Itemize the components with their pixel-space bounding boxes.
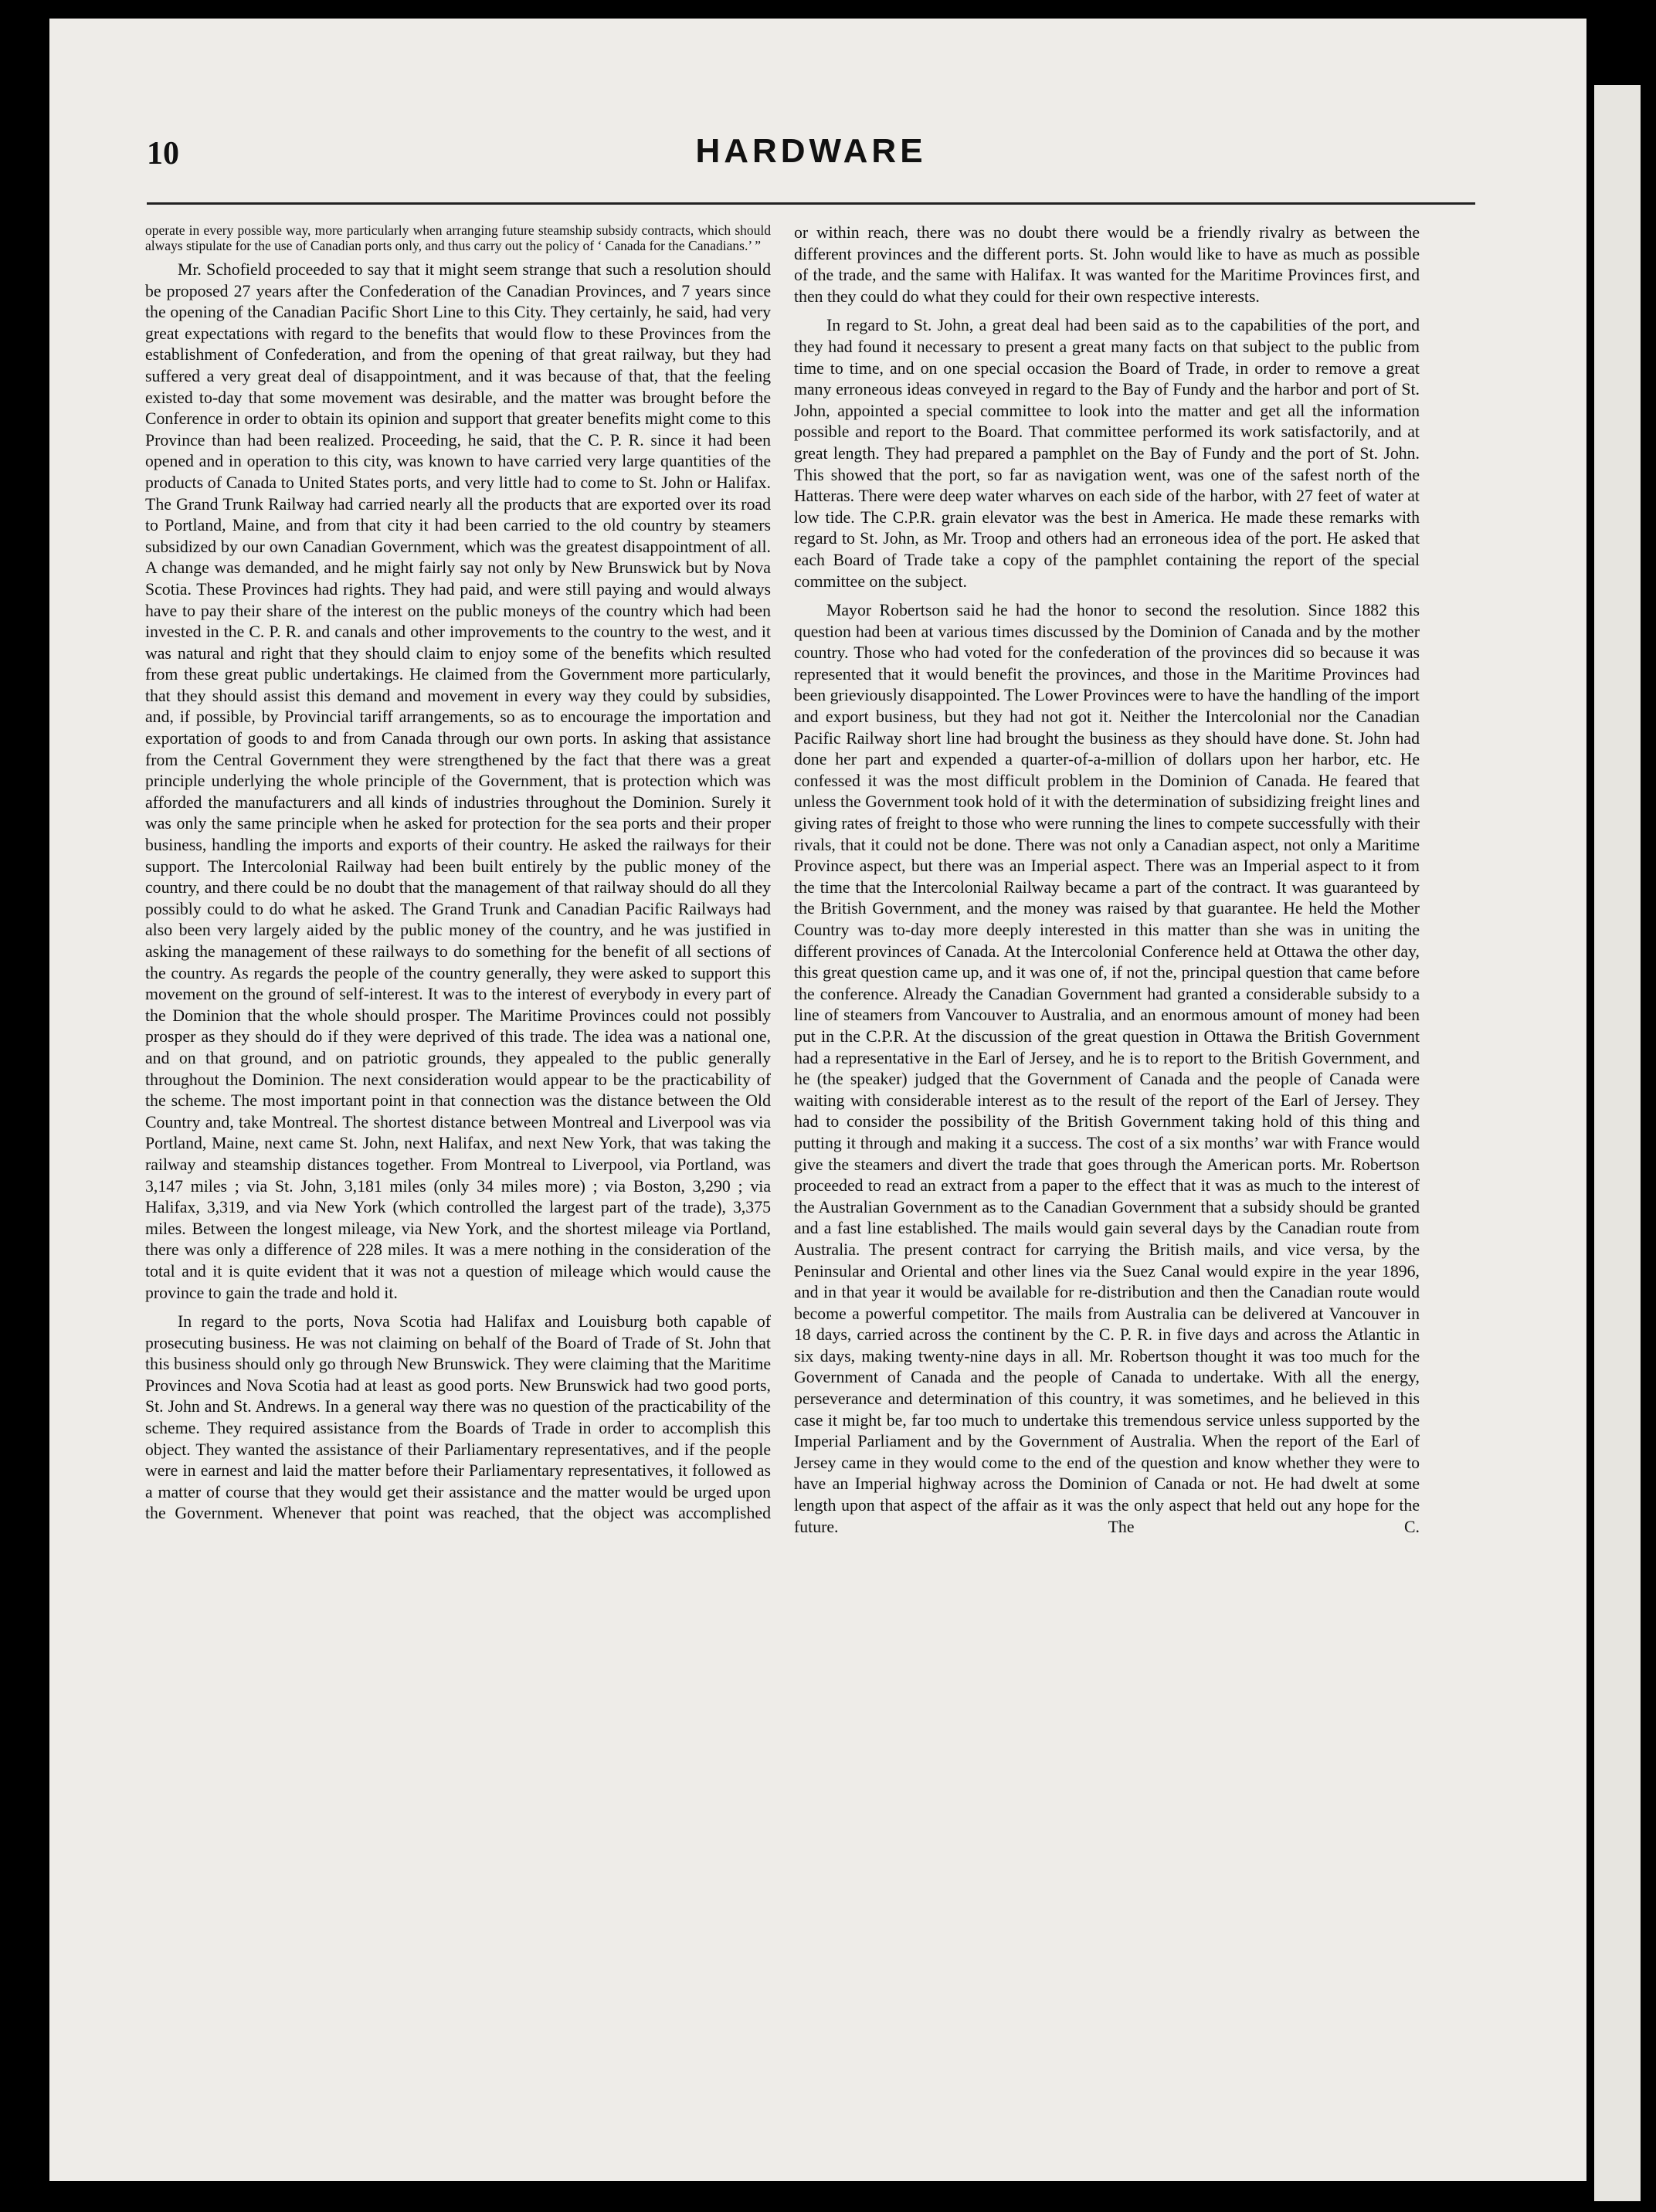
paragraph-st-john: In regard to St. John, a great deal had been said as to the capabilities of the port, and they had found it necessary to present a great many facts on that subject to the public from time to time, and on one special occasion the Board of Trade, in order to remove a great many erroneous ideas conveyed in regard to the Bay of Fundy and the harbor and port of St. John, appointed a special committee to look into the matter and get all the information possible and report to the Board. That committee performed its work satisfactorily, and at great length. They had prepared a pamphlet on the Bay of Fundy and the port of St. John. This showed that the port, so far as navigation went, was one of the safest north of the Hatteras. There were deep water wharves on each side of the harbor, with 27 feet of water at low tide. The C.P.R. grain elevator was the best in America. He made these remarks with regard to St. John, as Mr. Troop and others had an erroneous idea of the port. He asked that each Board of Trade take a copy of the pamphlet containing the report of the special committee on the subject. xyxy=(794,316,1420,591)
header-rule xyxy=(147,202,1475,205)
paragraph-robertson: Mayor Robertson said he had the honor to second the resolution. Since 1882 this question had been at various times discussed by the Dominion of Canada and by the mother country. Those who had voted for the confederation of the provinces did so because it was represented that it would benefit the provinces, and those in the Maritime Provinces had been grieviously disappointed. The Lower Provinces were to have the handling of the import and export business, but they had not got it. Neither the Intercolonial nor the Canadian Pacific Railway short line had brought the business as they should have done. St. John had done her part and expended a quarter-of-a-million of dollars upon her harbor, etc. He confessed it was the most difficult problem in the Dominion of Canada. He feared that unless the Government took hold of it with the determination of subsidizing freight lines and giving rates of freight to those who were running the lines to compete successfully with their rivals, that it could not be done. There was not only a Canadian aspect, not only a Maritime Province aspect, but there was an Imperial aspect. There was an Imperial aspect to it from the time that the Intercolonial Railway became a part of the contract. It was guaranteed by the British Government, and the money was raised by that guarantee. He held the Mother Country was to-day more deeply interested in this matter than she was in uniting the different provinces of Canada. At the Intercolonial Conference held at Ottawa the other day, this great question came up, and it was one of, if not the, principal question that came before the conference. Already the Canadian Government had granted a considerable subsidy to a line of steamers from Vancouver to Australia, and an enormous amount of money had been put in the C.P.R. At the discussion of the great question in Ottawa the British Government had a representative in the Earl of Jersey, and he is to report to the British Government, and he (the speaker) judged that the Government of Canada and the people of Canada were waiting with considerable interest as to the result of the report of the Earl of Jersey. They had to consider the possibility of the British Government taking hold of this thing and putting it through and making it a success. The cost of a six months’ war with France would give the steamers and divert the trade that goes through the American ports. Mr. Robertson proceeded to read an extract from a paper to the effect that it was as much to the interest of the Australian Government as to the Canadian Government that a subsidy should be granted and a fast line established. The mails would gain several days by the Canadian route from Australia. The present contract for carrying the British mails, and vice versa, by the Peninsular and Oriental and other lines via the Suez Canal would expire in the year 1896, and in that year it would be available for re-distribution and then the Canadian route would become a powerful competitor. The mails from Australia can be delivered at Vancouver in 18 days, carried across the continent by the C. P. R. in five days and across the Atlantic in six days, making twenty-nine days in all. Mr. Robertson thought it was too much for the Government of Canada and the people of Canada to undertake. With all the energy, perseverance and determination of this country, it was sometimes, and he believed in this case it might be, far too much to undertake this tremendous service unless supported by the Imperial Parliament and by the Government of Australia. When the report of the Earl of Jersey came in they would come to the end of the question and know whether they were to have an Imperial highway across the Dominion of Canada or not. He had dwelt at some length upon that aspect of the affair as it was the only aspect that held out any hope for the future. The C. xyxy=(794,601,1420,1536)
left-column xyxy=(145,222,771,2107)
running-title: HARDWARE xyxy=(695,132,927,170)
adjacent-page-edge xyxy=(1594,85,1641,2201)
page-number: 10 xyxy=(147,136,179,171)
right-column xyxy=(794,222,1420,2107)
resolution-quote-end: operate in every possible way, more particularly when arranging future steamship subsidy contracts, which should always stipulate for the use of Canadian ports only, and thus carry out the policy of ‘ Canada for the Canadians.’ ” xyxy=(145,222,771,253)
paragraph-schofield: Mr. Schofield proceeded to say that it might seem strange that such a resolution should be proposed 27 years after the Confederation of the Canadian Provinces, and 7 years since the opening of the Canadian Pacific Short Line to this City. They certainly, he said, had very great expectations with regard to the benefits that would flow to these Provinces from the establishment of Confederation, and from the opening of that great railway, but they had suffered a very great deal of disappointment, and it was because of that, that the feeling existed to-day that some movement was desirable, and the matter was brought before the Conference in order to obtain its opinion and support that greater benefits might come to this Province than had been realized. Proceeding, he said, that the C. P. R. since it had been opened and in operation to this city, was known to have carried very large quantities of the products of Canada to United States ports, and very little had to come to St. John or Halifax. The Grand Trunk Railway had carried nearly all the products that are exported over its road to Portland, Maine, and from that city it had been carried to the old country by steamers subsidized by our own Canadian Government, which was the greatest disappointment of all. A change was demanded, and he might fairly say not only by New Brunswick but by Nova Scotia. These Provinces had rights. They had paid, and were still paying and would always have to pay their share of the interest on the public moneys of the country which had been invested in the C. P. R. and canals and other improvements to the country to the west, and it was natural and right that they should claim to enjoy some of the benefits which resulted from these great public undertakings. He claimed from the Government more particularly, that they should assist this demand and movement in every way they could by subsidies, and, if possible, by Provincial tariff arrangements, so as to encourage the importation and exportation of goods to and from Canada through our own ports. In asking that assistance from the Central Government they were strengthened by the fact that there was a great principle underlying the whole principle of the Government, that is protection which was afforded the manufacturers and all kinds of industries throughout the Dominion. Surely it was only the same principle when he asked for protection for the sea ports and their proper business, handling the imports and exports of their country. He asked the railways for their support. The Intercolonial Railway had been built entirely by the public money of the country, and there could be no doubt that the management of that railway should do all they possibly could to do what he asked. The Grand Trunk and Canadian Pacific Railways had also been very largely aided by the public money of the country, and he was justified in asking the management of these railways to do something for the benefit of all sections of the country. As regards the people of the country generally, they were asked to support this movement on the ground of self-interest. It was to the interest of everybody in every part of the Dominion that the whole should prosper. The Maritime Provinces could not possibly prosper as they should do if they were deprived of this trade. The idea was a national one, and on that ground, and on patriotic grounds, they appealed to the public generally throughout the Dominion. The next consideration would appear to be the practicability of the scheme. The most important point in that connection was the distance between the Old Country and, take Montreal. The shortest distance between Montreal and Liverpool was via Portland, Maine, next came St. John, next Halifax, and next New York, that was taking the railway and steamship distances together. From Montreal to Liverpool, via Portland, was 3,147 miles ; via St. John, 3,181 miles (only 34 miles more) ; via Boston, 3,290 ; via Halifax, 3,319, and via New York (which controlled the largest part of the trade), 3,375 miles. Between the longest mileage, via New York, and the shortest mileage via Portland, there was only a difference of 228 miles. It was a mere nothing in the consideration of the total and it is quite evident that it was not a question of mileage which would cause the province to gain the trade and hold it. xyxy=(145,260,771,1302)
paragraph-ports: In regard to the ports, Nova Scotia had Halifax and Louisburg both capable of prosecuting business. He was not claiming on behalf of the Board of Trade of St. John that this business should only go through New Brunswick. They were claiming that the Maritime Provinces and Nova Scotia had at least as good ports. New Brunswick had two good ports, St. John and St. Andrews. In a general way there was no question of the practicability of the scheme. They required assistance from the Boards of Trade in order to accomplish this object. They wanted the assistance of their Parliamentary representatives, and if the people were in earnest and laid the matter before their Parliamentary representatives, it followed as a matter of course that they would get their assistance and the matter would be urged upon the Government. Whenever that point was reached, that the object was accomplished xyxy=(145,1312,771,1523)
page-header xyxy=(147,127,1475,189)
paragraph-continuation: or within reach, there was no doubt there would be a friendly rivalry as between the different provinces and the different ports. St. John would like to have as much as possible of the trade, and the same with Halifax. It was wanted for the Maritime Provinces first, and then they could do what they could for their own respective interests. xyxy=(794,223,1420,306)
